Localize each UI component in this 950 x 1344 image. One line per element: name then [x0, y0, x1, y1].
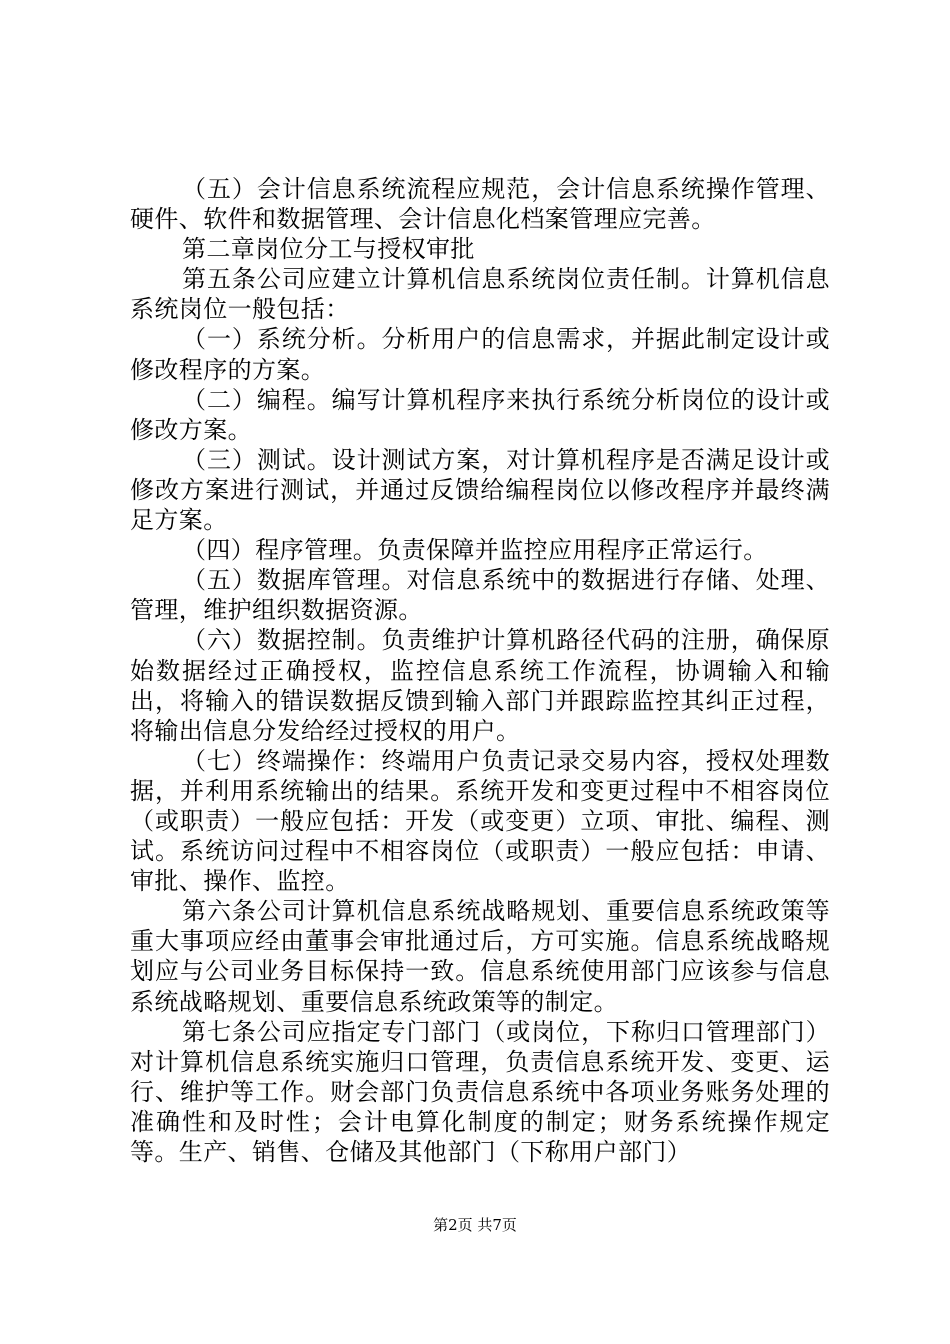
item-system-analysis: （一）系统分析。分析用户的信息需求，并据此制定设计或修改程序的方案。 — [130, 325, 830, 384]
page-number-footer: 第2页 共7页 — [433, 1216, 517, 1234]
item-testing: （三）测试。设计测试方案，对计算机程序是否满足设计或修改方案进行测试，并通过反馈给编程岗位以修改程序并最终满足方案。 — [130, 445, 830, 535]
item-terminal-operation: （七）终端操作：终端用户负责记录交易内容，授权处理数据，并利用系统输出的结果。系统开发和变更过程中不相容岗位（或职责）一般应包括：开发（或变更）立项、审批、编程、测试。系统访问过程中不相容岗位（或职责）一般应包括：申请、审批、操作、监控。 — [130, 746, 830, 896]
paragraph-item-5-requirement: （五）会计信息系统流程应规范，会计信息系统操作管理、硬件、软件和数据管理、会计信息化档案管理应完善。 — [130, 175, 830, 234]
item-program-management: （四）程序管理。负责保障并监控应用程序正常运行。 — [182, 536, 768, 565]
item-programming: （二）编程。编写计算机程序来执行系统分析岗位的设计或修改方案。 — [130, 385, 830, 444]
article-5: 第五条公司应建立计算机信息系统岗位责任制。计算机信息系统岗位一般包括： — [130, 265, 830, 324]
document-body — [130, 174, 830, 1167]
item-data-control: （六）数据控制。负责维护计算机路径代码的注册，确保原始数据经过正确授权，监控信息系统工作流程，协调输入和输出，将输入的错误数据反馈到输入部门并跟踪监控其纠正过程，将输出信息分发给经过授权的用户。 — [130, 626, 830, 745]
chapter-heading: 第二章岗位分工与授权审批 — [182, 235, 475, 264]
item-database-management: （五）数据库管理。对信息系统中的数据进行存储、处理、管理，维护组织数据资源。 — [130, 566, 830, 625]
article-6: 第六条公司计算机信息系统战略规划、重要信息系统政策等重大事项应经由董事会审批通过后，方可实施。信息系统战略规划应与公司业务目标保持一致。信息系统使用部门应该参与信息系统战略规划、重要信息系统政策等的制定。 — [130, 897, 830, 1016]
article-7: 第七条公司应指定专门部门（或岗位，下称归口管理部门）对计算机信息系统实施归口管理，负责信息系统开发、变更、运行、维护等工作。财会部门负责信息系统中各项业务账务处理的准确性和及时性；会计电算化制度的制定；财务系统操作规定等。生产、销售、仓储及其他部门（下称用户部门） — [130, 1017, 830, 1166]
